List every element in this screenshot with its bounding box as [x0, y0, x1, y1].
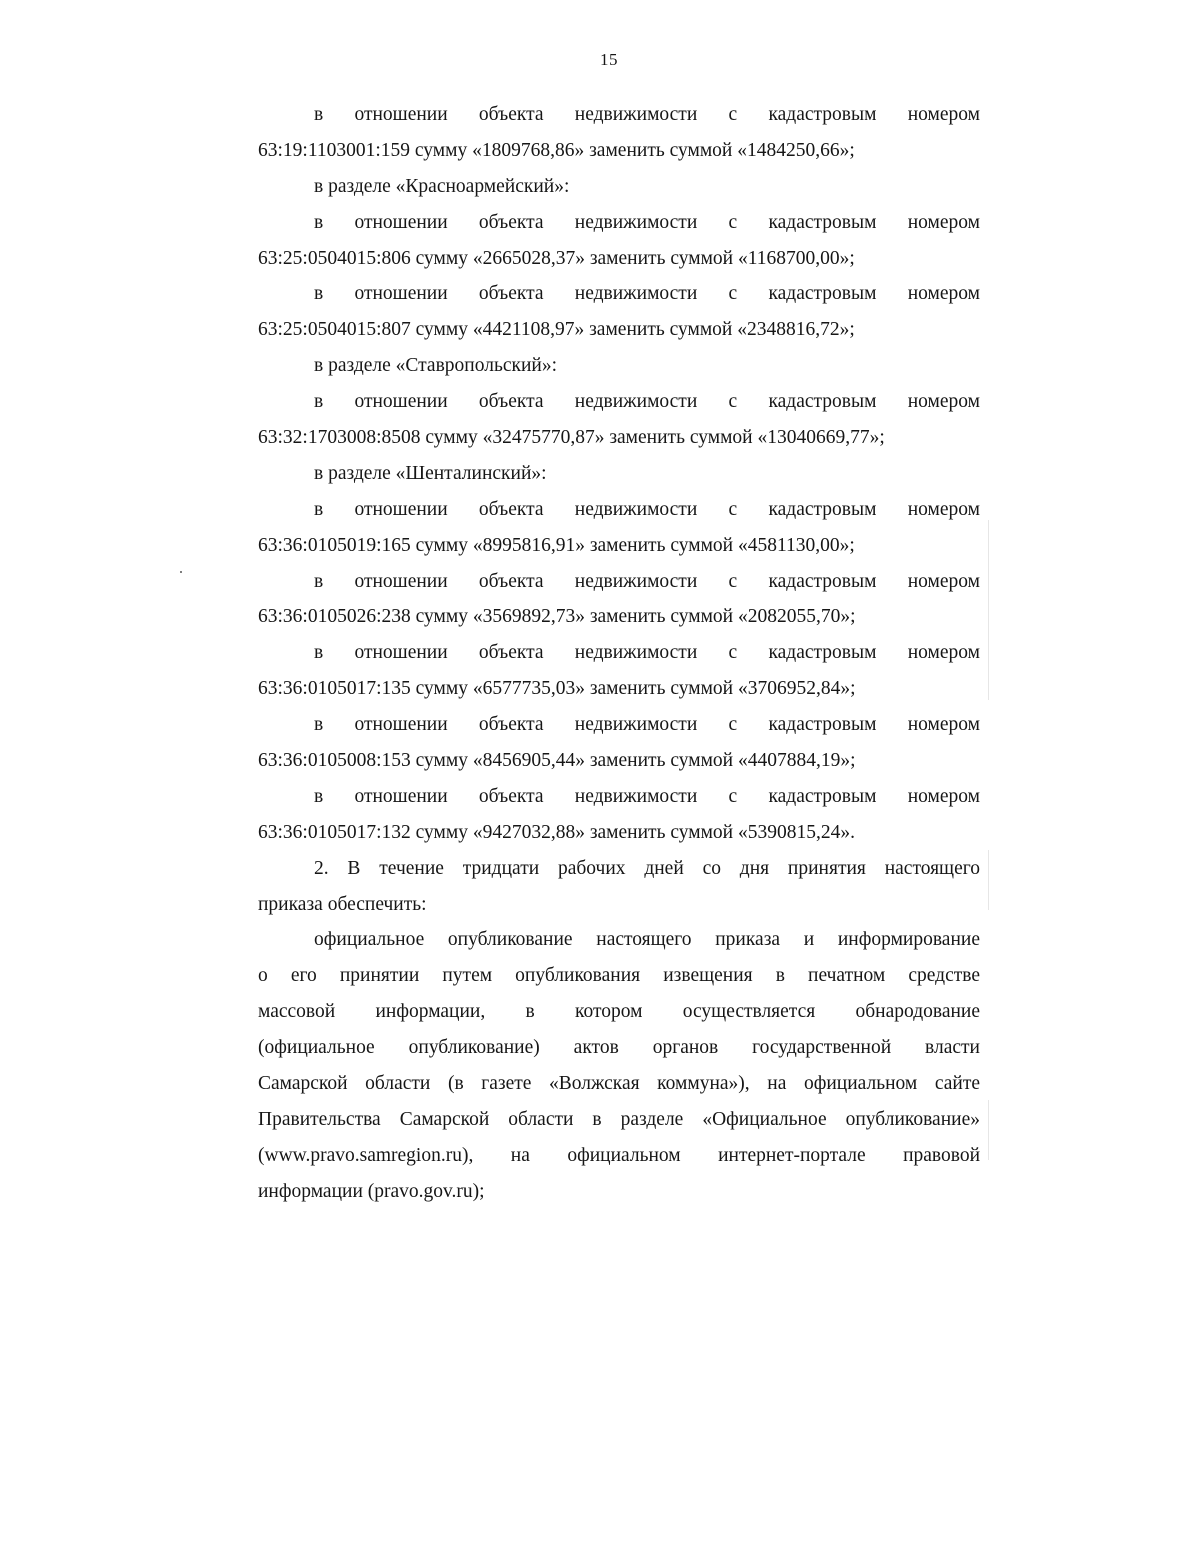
text-line: 63:36:0105008:153 сумму «8456905,44» заменить суммой «4407884,19»; — [258, 750, 856, 772]
text-line: приказа обеспечить: — [258, 893, 427, 915]
text-line: в разделе «Красноармейский»: — [314, 175, 570, 197]
text-line: (www.pravo.samregion.ru), на официальном интернет-портале правовой — [258, 1144, 980, 1166]
text-line: в разделе «Шенталинский»: — [314, 462, 547, 484]
text-line: в отношении объекта недвижимости с кадастровым номером — [314, 570, 980, 592]
text-line: о его принятии путем опубликования извещения в печатном средстве — [258, 965, 980, 987]
text-line: 63:19:1103001:159 сумму «1809768,86» заменить суммой «1484250,66»; — [258, 139, 855, 161]
text-line: в отношении объекта недвижимости с кадастровым номером — [314, 211, 980, 233]
text-line: 2. В течение тридцати рабочих дней со дня принятия настоящего — [314, 857, 980, 879]
document-body — [258, 97, 980, 1210]
text-line: 63:36:0105019:165 сумму «8995816,91» заменить суммой «4581130,00»; — [258, 534, 855, 556]
text-line: в отношении объекта недвижимости с кадастровым номером — [314, 391, 980, 413]
text-line: в отношении объекта недвижимости с кадастровым номером — [314, 642, 980, 664]
scan-edge-mark — [988, 520, 989, 700]
text-line: 63:25:0504015:807 сумму «4421108,97» заменить суммой «2348816,72»; — [258, 319, 855, 341]
text-line: в отношении объекта недвижимости с кадастровым номером — [314, 498, 980, 520]
page-number: 15 — [600, 50, 618, 69]
text-line: официальное опубликование настоящего приказа и информирование — [314, 929, 980, 951]
text-line: 63:25:0504015:806 сумму «2665028,37» заменить суммой «1168700,00»; — [258, 247, 855, 269]
text-line: 63:36:0105026:238 сумму «3569892,73» заменить суммой «2082055,70»; — [258, 606, 856, 628]
text-line: в отношении объекта недвижимости с кадастровым номером — [314, 104, 980, 125]
text-line: 63:36:0105017:135 сумму «6577735,03» заменить суммой «3706952,84»; — [258, 678, 856, 700]
text-line: в разделе «Ставропольский»: — [314, 355, 558, 377]
text-line: 63:36:0105017:132 сумму «9427032,88» заменить суммой «5390815,24». — [258, 821, 855, 843]
scan-speck — [180, 571, 182, 573]
scan-edge-mark — [988, 850, 989, 910]
text-line: (официальное опубликование) актов органов государственной власти — [258, 1037, 980, 1059]
text-line: в отношении объекта недвижимости с кадастровым номером — [314, 283, 980, 305]
text-line: 63:32:1703008:8508 сумму «32475770,87» заменить суммой «13040669,77»; — [258, 427, 885, 449]
text-line: информации (pravo.gov.ru); — [258, 1180, 485, 1202]
text-line: Правительства Самарской области в разделе «Официальное опубликование» — [258, 1108, 980, 1130]
text-line: Самарской области (в газете «Волжская коммуна»), на официальном сайте — [258, 1073, 980, 1095]
text-line: в отношении объекта недвижимости с кадастровым номером — [314, 785, 980, 807]
text-line: массовой информации, в котором осуществляется обнародование — [258, 1001, 980, 1023]
text-line: в отношении объекта недвижимости с кадастровым номером — [314, 714, 980, 736]
scan-edge-mark — [988, 1100, 989, 1160]
